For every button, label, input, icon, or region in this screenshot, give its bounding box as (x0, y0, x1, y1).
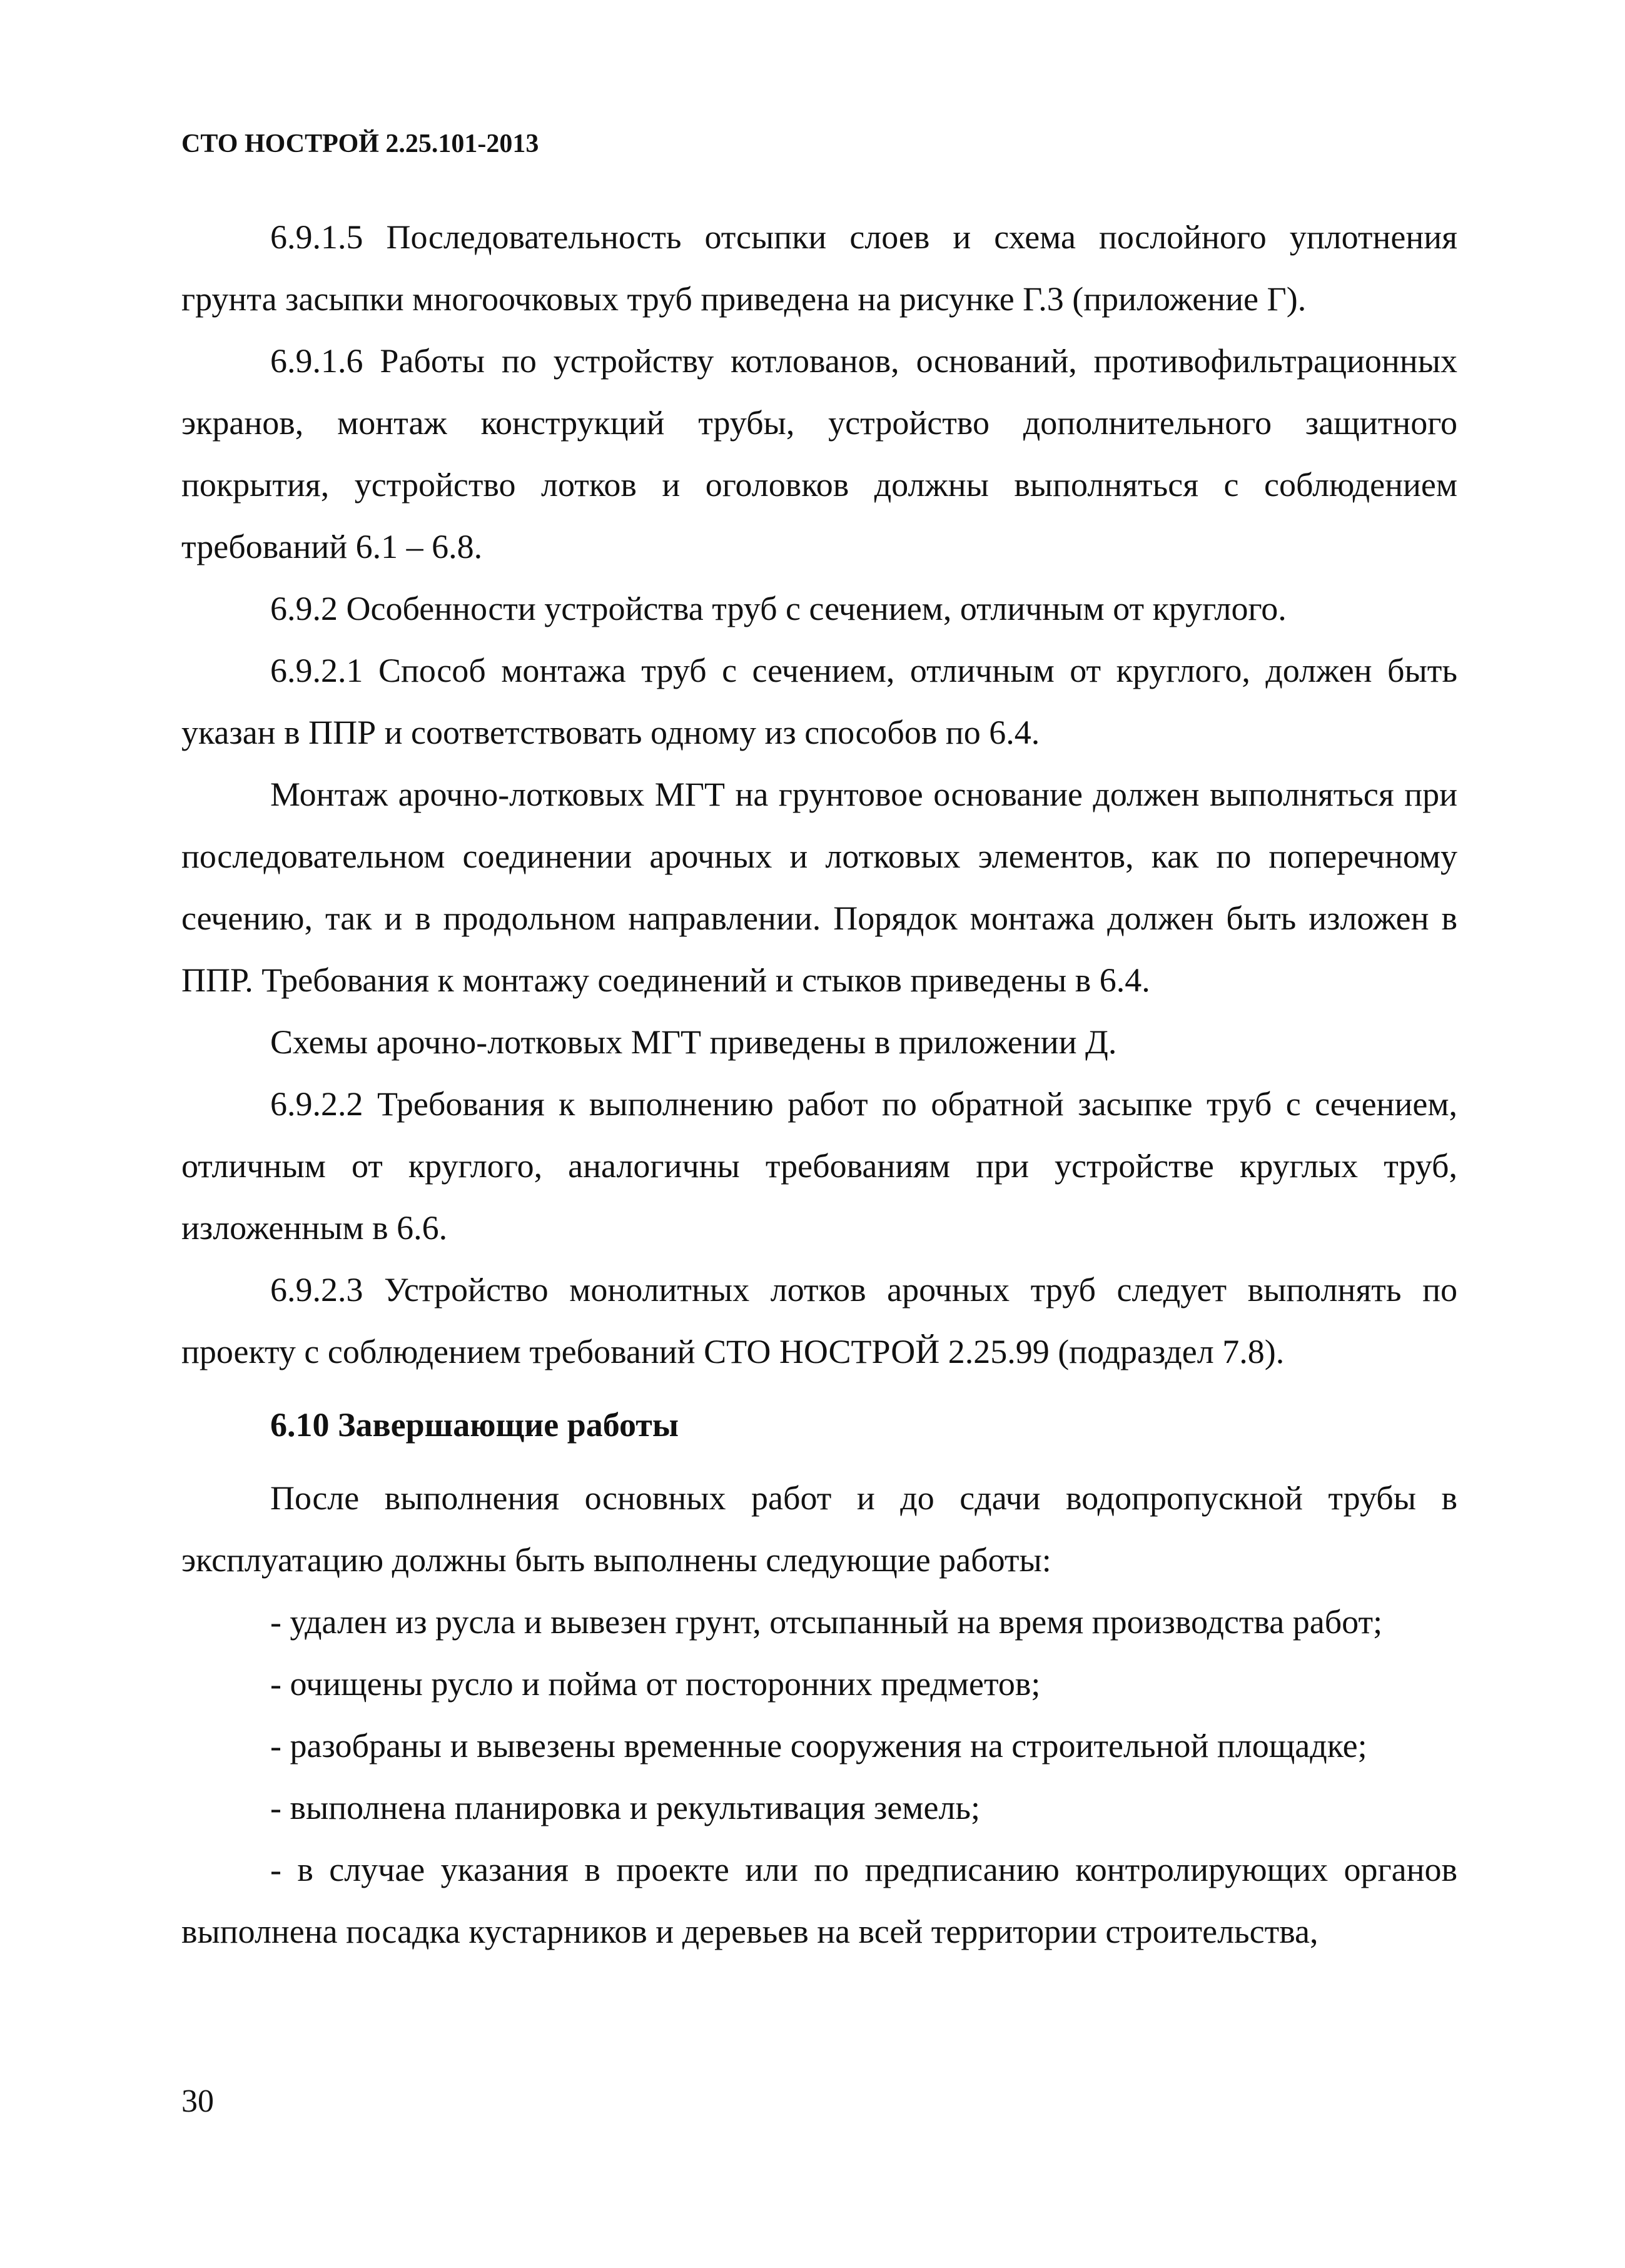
paragraph-6-9-2-2: 6.9.2.2 Требования к выполнению работ по обратной засыпке труб с сечением, отличным от круглого, аналогичны требованиям при устройстве круглых труб, изложенным в 6.6. (181, 1085, 1457, 1247)
list-item: - в случае указания в проекте или по предписанию контролирующих органов выполнена посадка кустарников и деревьев на всей территории строительства, (181, 1851, 1457, 1950)
section-intro: После выполнения основных работ и до сдачи водопропускной трубы в эксплуатацию должны быть выполнены следующие работы: (181, 1479, 1457, 1579)
list-item: - выполнена планировка и рекультивация земель; (270, 1789, 981, 1826)
section-heading: 6.10 Завершающие работы (270, 1406, 679, 1444)
paragraph-6-9-2-3: 6.9.2.3 Устройство монолитных лотков арочных труб следует выполнять по проекту с соблюдением требований СТО НОСТРОЙ 2.25.99 (подраздел 7.8). (181, 1271, 1457, 1370)
paragraph-mounting: Монтаж арочно-лотковых МГТ на грунтовое основание должен выполняться при последовательном соединении арочных и лотковых элементов, как по поперечному сечению, так и в продольном направлении. Порядок монтажа должен быть изложен в ППР. Требования к монтажу соединений и стыков приведены в 6.4. (181, 776, 1457, 999)
list-item: - удален из русла и вывезен грунт, отсыпанный на время производства работ; (270, 1603, 1383, 1641)
page-number: 30 (181, 2083, 214, 2119)
page-header: СТО НОСТРОЙ 2.25.101-2013 (181, 129, 539, 158)
paragraph-6-9-2: 6.9.2 Особенности устройства труб с сечением, отличным от круглого. (270, 590, 1287, 627)
list-item: - разобраны и вывезены временные сооружения на строительной площадке; (270, 1727, 1367, 1764)
paragraph-6-9-2-1: 6.9.2.1 Способ монтажа труб с сечением, отличным от круглого, должен быть указан в ППР и соответствовать одному из способов по 6.4. (181, 652, 1457, 751)
document-body (181, 206, 1457, 1963)
list-item: - очищены русло и пойма от посторонних предметов; (270, 1665, 1041, 1703)
paragraph-6-9-1-6: 6.9.1.6 Работы по устройству котлованов, оснований, противофильтрационных экранов, монтаж конструкций трубы, устройство дополнительного защитного покрытия, устройство лотков и оголовков должны выполняться с соблюдением требований 6.1 – 6.8. (181, 342, 1457, 565)
paragraph-6-9-1-5: 6.9.1.5 Последовательность отсыпки слоев и схема послойного уплотнения грунта засыпки многоочковых труб приведена на рисунке Г.3 (приложение Г). (181, 218, 1457, 318)
paragraph-schemes: Схемы арочно-лотковых МГТ приведены в приложении Д. (270, 1023, 1117, 1061)
